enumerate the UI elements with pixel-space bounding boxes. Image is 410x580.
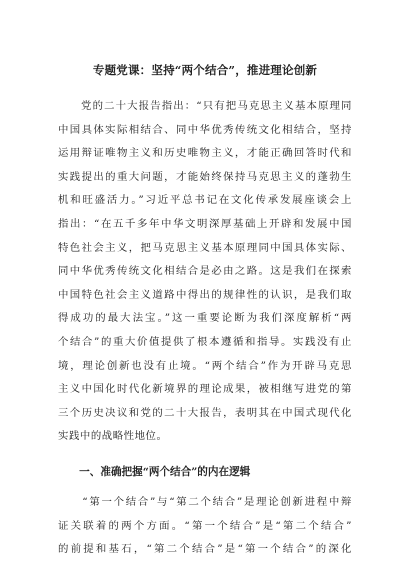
paragraph-line: 实践中的战略性地位。 — [58, 430, 168, 443]
paragraph-line: 特色社会主义，把马克思主义基本原理同中国具体实际、 — [58, 241, 352, 254]
paragraph-line: 三个历史决议和党的二十大报告，表明其在中国式现代化 — [58, 406, 352, 419]
section-heading: 一、准确把握“两个结合”的内在逻辑 — [58, 465, 251, 478]
paragraph-line: 中国具体实际相结合、同中华优秀传统文化相结合，坚持 — [58, 123, 352, 136]
document-title: 专题党课：坚持“两个结合”，推进理论创新 — [92, 63, 318, 77]
paragraph-line: 实践提出的重大问题，才能始终保持马克思主义的蓬勃生 — [58, 170, 352, 183]
paragraph-line: “第一个结合”与“第二个结合”是理论创新进程中辩 — [58, 495, 352, 508]
paragraph-line: 个结合”的重大价值提供了根本遵循和指导。实践没有止 — [58, 335, 352, 348]
paragraph-line: 运用辩证唯物主义和历史唯物主义，才能正确回答时代和 — [58, 147, 352, 160]
paragraph-line: 主义中国化时代化新境界的理论成果，被相继写进党的第 — [58, 383, 352, 396]
paragraph-2 — [58, 491, 352, 562]
paragraph-line: 中国特色社会主义道路中得出的规律性的认识，是我们取 — [58, 288, 352, 301]
paragraph-line: 得成功的最大法宝。”这一重要论断为我们深度解析“两 — [58, 312, 352, 325]
paragraph-line: 的前提和基石，“第二个结合”是“第一个结合”的深化 — [58, 543, 352, 556]
paragraph-line: 境，理论创新也没有止境。“两个结合”作为开辟马克思 — [58, 359, 352, 372]
paragraph-line: 党的二十大报告指出：“只有把马克思主义基本原理同 — [58, 100, 352, 112]
paragraph-line: 机和旺盛活力。”习近平总书记在文化传承发展座谈会上 — [58, 194, 352, 207]
paragraph-line: 证关联着的两个方面。“第一个结合”是“第二个结合” — [58, 519, 352, 532]
paragraph-line: 指出：“在五千多年中华文明深厚基础上开辟和发展中国 — [58, 217, 352, 230]
paragraph-line: 同中华优秀传统文化相结合是必由之路。这是我们在探索 — [58, 265, 352, 278]
paragraph-1 — [58, 95, 352, 449]
